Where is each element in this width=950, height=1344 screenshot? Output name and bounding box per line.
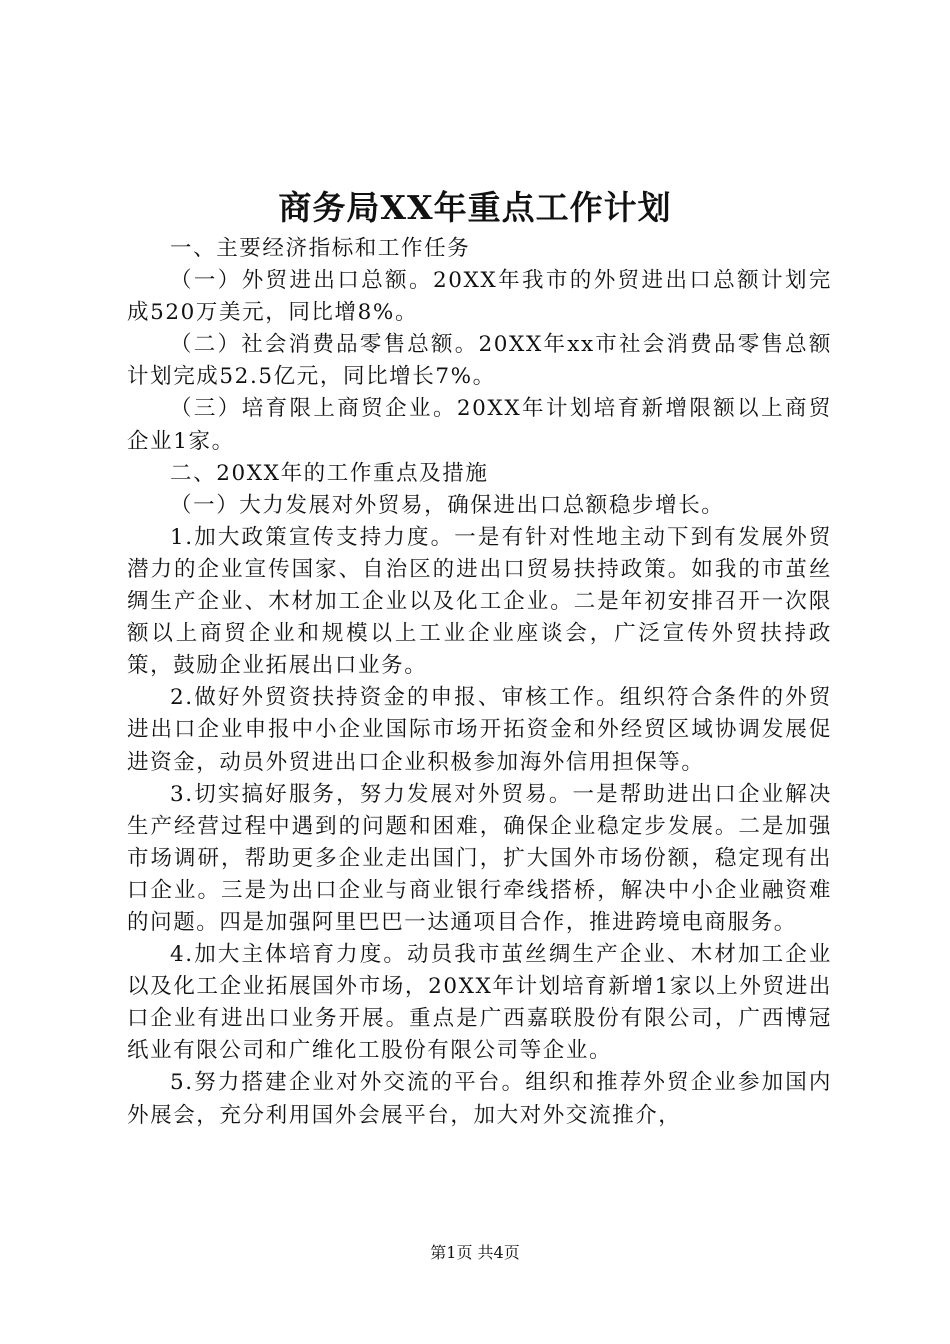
- subheading-foreign-trade: （一）大力发展对外贸易，确保进出口总额稳步增长。: [170, 492, 725, 518]
- document-title: 商务局XX年重点工作计划: [278, 188, 672, 227]
- paragraph-item-2: 2.做好外贸资扶持资金的申报、审核工作。组织符合条件的外贸进出口企业申报中小企业国际市场开拓资金和外经贸区域协调发展促进资金，动员外贸进出口企业积极参加海外信用担保等。: [127, 685, 832, 775]
- paragraph-enterprise-cultivation-target: （三）培育限上商贸企业。20XX年计划培育新增限额以上商贸企业1家。: [127, 396, 832, 454]
- paragraph-item-1: 1.加大政策宣传支持力度。一是有针对性地主动下到有发展外贸潜力的企业宣传国家、自治区的进出口贸易扶持政策。如我的市茧丝绸生产企业、木材加工企业以及化工企业。二是年初安排召开一次限额以上商贸企业和规模以上工业企业座谈会，广泛宣传外贸扶持政策，鼓励企业拓展出口业务。: [127, 524, 832, 679]
- paragraph-item-3: 3.切实搞好服务，努力发展对外贸易。一是帮助进出口企业解决生产经营过程中遇到的问题和困难，确保企业稳定步发展。二是加强市场调研，帮助更多企业走出国门，扩大国外市场份额，稳定现有出口企业。三是为出口企业与商业银行牵线搭桥，解决中小企业融资难的问题。四是加强阿里巴巴一达通项目合作，推进跨境电商服务。: [127, 781, 832, 935]
- paragraph-foreign-trade-target: （一）外贸进出口总额。20XX年我市的外贸进出口总额计划完成520万美元，同比增8%。: [127, 268, 832, 326]
- page-footer: 第1页 共4页: [430, 1243, 520, 1262]
- paragraph-item-4: 4.加大主体培育力度。动员我市茧丝绸生产企业、木材加工企业以及化工企业拓展国外市场，20XX年计划培育新增1家以上外贸进出口企业有进出口业务开展。重点是广西嘉联股份有限公司，广西博冠纸业有限公司和广维化工股份有限公司等企业。: [127, 942, 832, 1064]
- paragraph-item-5: 5.努力搭建企业对外交流的平台。组织和推荐外贸企业参加国内外展会，充分利用国外会展平台，加大对外交流推介，: [127, 1070, 832, 1128]
- heading-section-1: 一、主要经济指标和工作任务: [170, 236, 471, 261]
- document-body: [127, 233, 832, 1132]
- paragraph-retail-sales-target: （二）社会消费品零售总额。20XX年xx市社会消费品零售总额计划完成52.5亿元，同比增长7%。: [127, 332, 832, 390]
- heading-section-2: 二、20XX年的工作重点及措施: [170, 460, 489, 486]
